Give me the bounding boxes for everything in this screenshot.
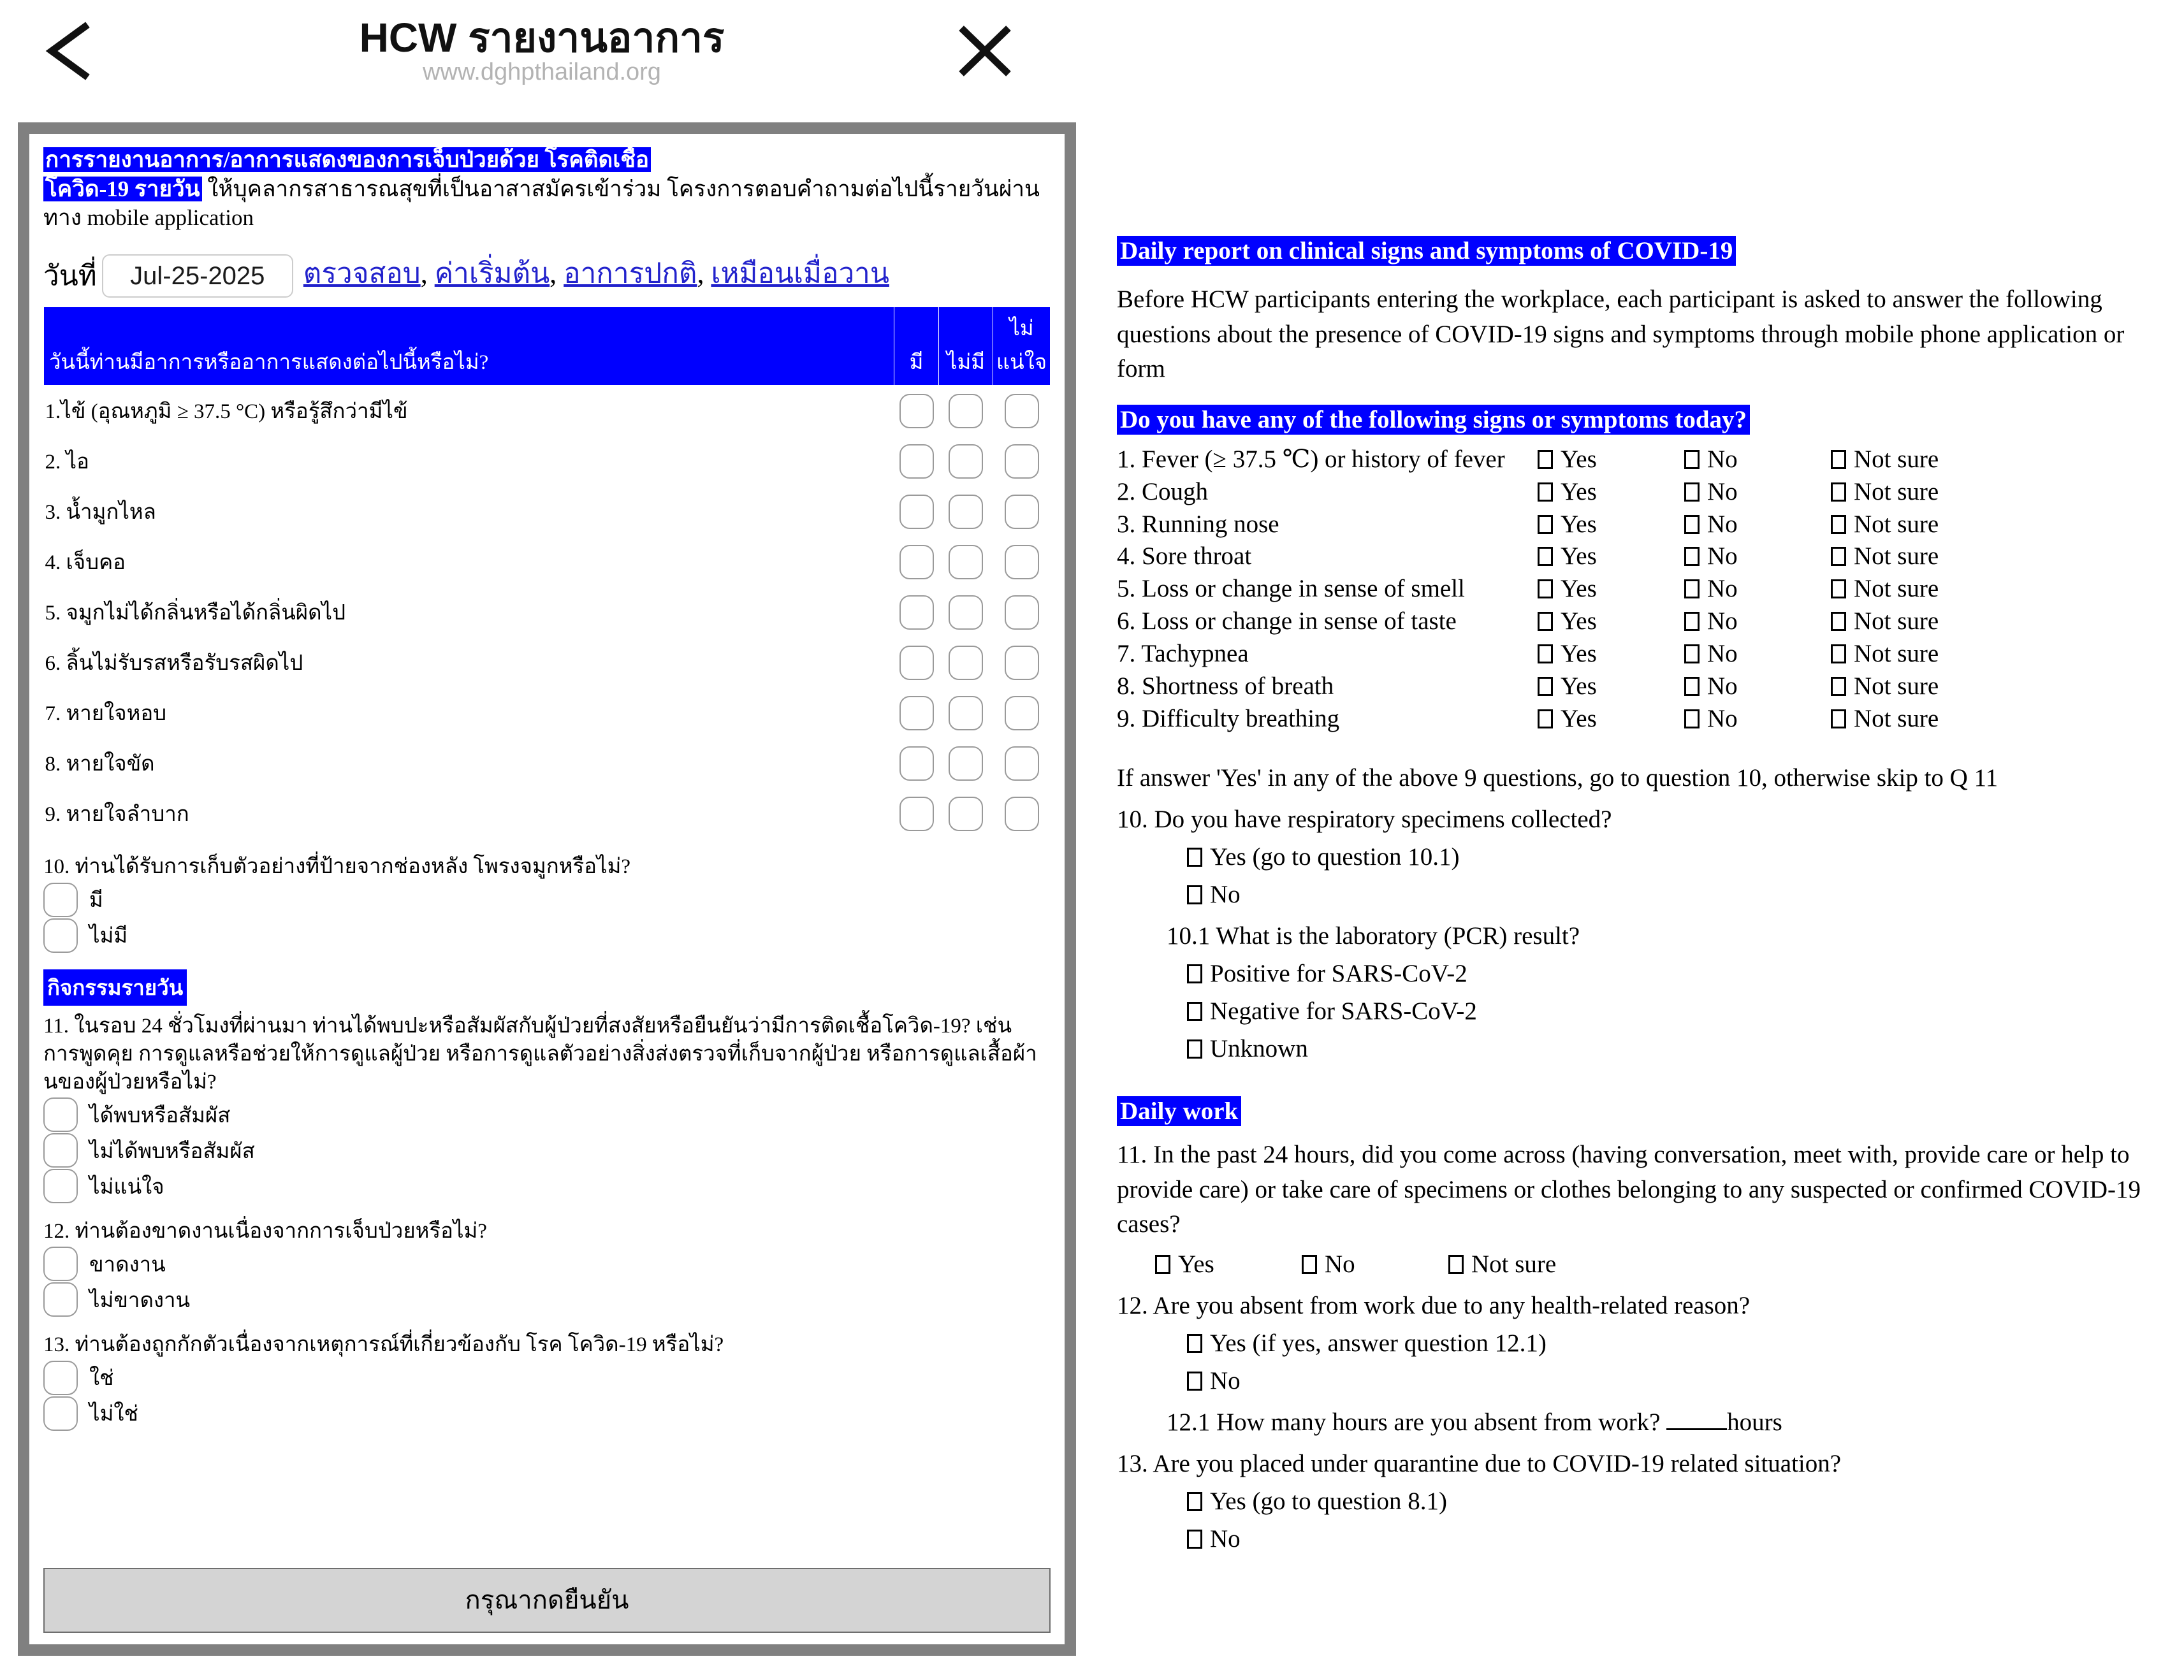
doc-title: Daily report on clinical signs and symptoms of COVID-19 [1117, 236, 1736, 266]
english-document-panel [1117, 236, 2162, 1556]
answer-label-yes: Yes [1561, 445, 1597, 473]
symptom-4-notsure-cell [993, 537, 1051, 587]
column-header-not-sure: ไม่แน่ใจ [993, 307, 1051, 386]
doc-skip-note: If answer 'Yes' in any of the above 9 questions, go to question 10, otherwise skip to Q 11 [1117, 764, 1998, 792]
radio-symptom-6-no[interactable] [949, 646, 983, 680]
radio-symptom-8-no[interactable] [949, 746, 983, 781]
doc-symptom-label: 6. Loss or change in sense of taste [1117, 607, 1457, 635]
radio-symptom-3-notsure[interactable] [1005, 495, 1039, 529]
question-12-option-absent[interactable] [43, 1247, 1051, 1281]
checkbox-icon[interactable] [1684, 612, 1700, 631]
doc-symptom-5-no[interactable] [1684, 576, 1831, 603]
symptom-label: 3. น้ำมูกไหล [45, 501, 156, 525]
link-check[interactable]: ตรวจสอบ [303, 257, 421, 289]
checkbox-icon[interactable] [1538, 579, 1553, 598]
section-daily-activity-heading: กิจกรรมรายวัน [43, 969, 187, 1006]
q12-option-1-label: ขาดงาน [89, 1253, 166, 1277]
answer-label-notsure: Not sure [1854, 607, 1939, 635]
link-normal-symptoms[interactable]: อาการปกติ [564, 257, 697, 289]
doc-symptom-4-no[interactable] [1684, 543, 1831, 570]
radio-symptom-3-no[interactable] [949, 495, 983, 529]
symptom-3-yes-cell [894, 486, 939, 537]
symptom-8-yes-cell [894, 738, 939, 788]
symptom-label: 9. หายใจลำบาก [45, 803, 189, 827]
checkbox-icon[interactable] [1831, 644, 1846, 663]
submit-button[interactable]: กรุณากดยืนยัน [43, 1568, 1051, 1633]
doc-q10-option-no[interactable] [1187, 878, 2162, 911]
answer-label-notsure: Not sure [1854, 510, 1939, 538]
q13-option-2-label: ไม่ใช่ [89, 1403, 138, 1426]
symptom-1-yes-cell [894, 386, 939, 437]
doc-q11-option-notsure[interactable] [1448, 1251, 1627, 1278]
intro-highlight-line1: การรายงานอาการ/อาการแสดงของการเจ็บป่วยด้วย โรคติดเชื้อ [43, 147, 651, 172]
symptom-1-notsure-cell [993, 386, 1051, 437]
doc-q13-option-1-label: Yes (go to question 8.1) [1210, 1487, 1447, 1515]
checkbox-icon[interactable] [1538, 450, 1553, 469]
checkbox-icon[interactable] [1155, 1255, 1170, 1274]
doc-symptom-7-no[interactable] [1684, 641, 1831, 668]
doc-symptom-1-yes[interactable] [1538, 446, 1684, 474]
symptom-4-yes-cell [894, 537, 939, 587]
symptom-7-no-cell [939, 688, 993, 738]
doc-symptom-label: 4. Sore throat [1117, 542, 1252, 570]
symptom-label: 4. เจ็บคอ [45, 551, 126, 575]
checkbox-icon[interactable] [1831, 579, 1846, 598]
doc-q10-1-option-1-label: Positive for SARS-CoV-2 [1210, 959, 1467, 987]
checkbox-icon[interactable] [1187, 964, 1202, 983]
doc-q10-1-option-positive[interactable] [1187, 957, 2162, 990]
phone-form-frame [18, 122, 1076, 1656]
column-header-yes: มี [894, 307, 939, 386]
answer-label-notsure: Not sure [1854, 542, 1939, 570]
checkbox-icon[interactable] [1187, 1002, 1202, 1021]
checkbox-icon[interactable] [1684, 547, 1700, 566]
answer-label-notsure: Not sure [1471, 1250, 1557, 1278]
doc-symptom-list [1117, 444, 2162, 735]
doc-q13-option-2-label: No [1210, 1524, 1241, 1553]
table-row [44, 688, 1051, 738]
checkbox-icon[interactable] [1538, 644, 1553, 663]
answer-label-yes: Yes [1561, 575, 1597, 603]
symptom-9-notsure-cell [993, 788, 1051, 839]
radio-symptom-5-no[interactable] [949, 595, 983, 630]
checkbox-icon[interactable] [1538, 482, 1553, 502]
checkbox-icon[interactable] [1831, 677, 1846, 696]
doc-symptom-4-notsure[interactable] [1831, 543, 2009, 570]
radio-symptom-4-yes[interactable] [899, 545, 934, 579]
doc-symptom-label: 9. Difficulty breathing [1117, 704, 1340, 732]
doc-symptom-label: 7. Tachypnea [1117, 640, 1249, 668]
symptom-9-no-cell [939, 788, 993, 839]
symptom-label: 5. จมูกไม่ได้กลิ่นหรือได้กลิ่นผิดไป [45, 602, 346, 625]
q13-option-1-label: ใช่ [89, 1367, 114, 1391]
symptom-5-no-cell [939, 587, 993, 637]
answer-label-yes: Yes [1561, 607, 1597, 635]
radio-symptom-8-notsure[interactable] [1005, 746, 1039, 781]
question-11-text: 11. ในรอบ 24 ชั่วโมงที่ผ่านมา ท่านได้พบปะหรือสัมผัสกับผู้ป่วยที่สงสัยหรือยืนยันว่ามีการติดเชื้อโควิด-19? เช่น การพูดคุย การดูแลหรือช่วยให้การดูแลผู้ป่วย หรือการดูแลตัวอย่างสิ่งส่งตรวจที่เก็บจากผู้ป่วย หรือการดูแลเสื้อผ้านของผู้ป่วยหรือไม่? [43, 1014, 1037, 1094]
list-item [1117, 476, 2162, 509]
checkbox-icon[interactable] [1187, 1372, 1202, 1391]
radio-symptom-5-notsure[interactable] [1005, 595, 1039, 630]
doc-q12-text: 12. Are you absent from work due to any health-related reason? [1117, 1291, 1751, 1319]
doc-q13-option-yes[interactable] [1187, 1484, 2162, 1518]
checkbox-icon[interactable] [1684, 579, 1700, 598]
app-header [0, 0, 1084, 118]
radio-symptom-7-no[interactable] [949, 696, 983, 730]
doc-intro-paragraph: Before HCW participants entering the workplace, each participant is asked to answer the following questions about the presence of COVID-19 signs and symptoms through mobile phone application or form [1117, 286, 2125, 383]
doc-symptom-6-no[interactable] [1684, 608, 1831, 635]
form-page [29, 134, 1065, 1644]
symptom-2-no-cell [939, 436, 993, 486]
doc-q10-text: 10. Do you have respiratory specimens collected? [1117, 805, 1612, 833]
checkbox-icon[interactable] [1684, 515, 1700, 534]
doc-symptom-2-yes[interactable] [1538, 479, 1684, 506]
answer-label-no: No [1707, 607, 1738, 635]
table-row [44, 637, 1051, 688]
question-10-text: 10. ท่านได้รับการเก็บตัวอย่างที่ป้ายจากช่องหลัง โพรงจมูกหรือไม่? [43, 855, 631, 879]
doc-q12-option-1-label: Yes (if yes, answer question 12.1) [1210, 1329, 1547, 1357]
list-item [1117, 605, 2162, 638]
answer-label-notsure: Not sure [1854, 575, 1939, 603]
doc-symptom-label: 1. Fever (≥ 37.5 ℃) or history of fever [1117, 445, 1505, 473]
doc-symptom-7-yes[interactable] [1538, 641, 1684, 668]
doc-q12-1-unit: hours [1727, 1408, 1782, 1436]
symptom-6-notsure-cell [993, 637, 1051, 688]
doc-q10-1-option-unknown[interactable] [1187, 1032, 2162, 1066]
question-13-option-yes[interactable] [43, 1361, 1051, 1395]
doc-symptom-label: 5. Loss or change in sense of smell [1117, 575, 1465, 603]
symptom-1-no-cell [939, 386, 993, 437]
checkbox-icon[interactable] [1187, 848, 1202, 867]
symptom-9-yes-cell [894, 788, 939, 839]
answer-label-notsure: Not sure [1854, 704, 1939, 732]
answer-label-no: No [1707, 672, 1738, 700]
symptom-8-notsure-cell [993, 738, 1051, 788]
symptom-label: 6. ลิ้นไม่รับรสหรือรับรสผิดไป [45, 652, 303, 676]
link-default[interactable]: ค่าเริ่มต้น [434, 257, 550, 289]
symptom-label: 1.ไข้ (อุณหภูมิ ≥ 37.5 °C) หรือรู้สึกว่ามีไข้ [45, 400, 408, 424]
radio-symptom-4-no[interactable] [949, 545, 983, 579]
doc-symptom-label: 2. Cough [1117, 477, 1209, 505]
radio-symptom-2-notsure[interactable] [1005, 444, 1039, 479]
radio-symptom-1-notsure[interactable] [1005, 394, 1039, 428]
question-11-option-not-contacted[interactable] [43, 1133, 1051, 1168]
list-item [1117, 444, 2162, 476]
checkbox-icon[interactable] [1831, 450, 1846, 469]
doc-symptom-8-no[interactable] [1684, 673, 1831, 700]
radio-symptom-6-yes[interactable] [899, 646, 934, 680]
radio-symptom-5-yes[interactable] [899, 595, 934, 630]
doc-symptom-9-notsure[interactable] [1831, 706, 2009, 733]
doc-symptom-6-yes[interactable] [1538, 608, 1684, 635]
radio-q11-contacted[interactable] [43, 1097, 78, 1132]
radio-symptom-2-yes[interactable] [899, 444, 934, 479]
radio-q13-no[interactable] [43, 1396, 78, 1431]
doc-symptom-2-no[interactable] [1684, 479, 1831, 506]
checkbox-icon[interactable] [1187, 1492, 1202, 1511]
checkbox-icon[interactable] [1302, 1255, 1317, 1274]
symptom-7-yes-cell [894, 688, 939, 738]
q10-option-yes-label: มี [89, 889, 103, 913]
table-row [44, 587, 1051, 637]
date-label: วันที่ [43, 260, 97, 292]
checkbox-icon[interactable] [1187, 1530, 1202, 1549]
doc-q12-option-yes[interactable] [1187, 1326, 2162, 1360]
symptom-label: 8. หายใจขัด [45, 753, 155, 776]
doc-q10-option-yes[interactable] [1187, 840, 2162, 874]
doc-symptom-label: 8. Shortness of breath [1117, 672, 1334, 700]
doc-symptom-3-yes[interactable] [1538, 511, 1684, 539]
symptom-6-yes-cell [894, 637, 939, 688]
radio-symptom-9-yes[interactable] [899, 797, 934, 831]
symptom-4-no-cell [939, 537, 993, 587]
answer-label-no: No [1707, 640, 1738, 668]
doc-symptom-5-notsure[interactable] [1831, 576, 2009, 603]
answer-label-notsure: Not sure [1854, 640, 1939, 668]
symptom-table-body [44, 386, 1051, 839]
answer-label-notsure: Not sure [1854, 445, 1939, 473]
symptom-5-yes-cell [894, 587, 939, 637]
doc-symptom-1-notsure[interactable] [1831, 446, 2009, 474]
date-input[interactable]: Jul-25-2025 [102, 254, 293, 298]
radio-symptom-1-yes[interactable] [899, 394, 934, 428]
checkbox-icon[interactable] [1538, 677, 1553, 696]
question-12-text: 12. ท่านต้องขาดงานเนื่องจากการเจ็บป่วยหรือไม่? [43, 1220, 487, 1243]
hours-blank-field[interactable] [1666, 1428, 1727, 1430]
symptom-label: 7. หายใจหอบ [45, 702, 167, 726]
intro-highlight-line2: โควิด-19 รายวัน [43, 177, 202, 201]
doc-daily-work-heading: Daily work [1117, 1096, 1241, 1126]
question-13-text: 13. ท่านต้องถูกกักตัวเนื่องจากเหตุการณ์ที่เกี่ยวข้องกับ โรค โควิด-19 หรือไม่? [43, 1333, 724, 1357]
symptom-3-notsure-cell [993, 486, 1051, 537]
answer-label-no: No [1707, 542, 1738, 570]
table-row [44, 738, 1051, 788]
symptom-5-notsure-cell [993, 587, 1051, 637]
table-row [44, 436, 1051, 486]
doc-q12-option-no[interactable] [1187, 1364, 2162, 1398]
radio-symptom-8-yes[interactable] [899, 746, 934, 781]
radio-symptom-2-no[interactable] [949, 444, 983, 479]
radio-symptom-3-yes[interactable] [899, 495, 934, 529]
table-row [44, 486, 1051, 537]
question-13-option-no[interactable] [43, 1396, 1051, 1431]
symptom-table [43, 307, 1051, 839]
checkbox-icon[interactable] [1684, 709, 1700, 728]
radio-symptom-9-no[interactable] [949, 797, 983, 831]
list-item [1117, 540, 2162, 573]
list-item [1117, 509, 2162, 541]
form-intro [43, 145, 1051, 233]
doc-symptom-label: 3. Running nose [1117, 510, 1279, 538]
symptom-table-question-header: วันนี้ท่านมีอาการหรืออาการแสดงต่อไปนี้หรือไม่? [44, 307, 894, 386]
table-row [44, 788, 1051, 839]
doc-symptom-2-notsure[interactable] [1831, 479, 2009, 506]
q10-option-no-label: ไม่มี [89, 925, 128, 948]
q11-option-3-label: ไม่แน่ใจ [89, 1175, 164, 1199]
doc-q12-option-2-label: No [1210, 1366, 1241, 1394]
doc-symptom-3-notsure[interactable] [1831, 511, 2009, 539]
answer-label-yes: Yes [1561, 640, 1597, 668]
answer-label-no: No [1707, 445, 1738, 473]
doc-symptom-7-notsure[interactable] [1831, 641, 2009, 668]
checkbox-icon[interactable] [1538, 612, 1553, 631]
radio-q10-no[interactable] [43, 918, 78, 953]
doc-symptom-9-no[interactable] [1684, 706, 1831, 733]
answer-label-no: No [1707, 575, 1738, 603]
checkbox-icon[interactable] [1831, 515, 1846, 534]
doc-q10-option-no-label: No [1210, 880, 1241, 908]
question-11-option-contacted[interactable] [43, 1097, 1051, 1132]
page-subtitle-url: www.dghpthailand.org [423, 59, 661, 85]
doc-q13-option-no[interactable] [1187, 1522, 2162, 1556]
symptom-2-yes-cell [894, 436, 939, 486]
doc-q10-1-option-3-label: Unknown [1210, 1035, 1308, 1063]
radio-symptom-9-notsure[interactable] [1005, 797, 1039, 831]
answer-label-no: No [1325, 1250, 1355, 1278]
checkbox-icon[interactable] [1831, 547, 1846, 566]
checkbox-icon[interactable] [1538, 709, 1553, 728]
answer-label-no: No [1707, 510, 1738, 538]
list-item [1117, 638, 2162, 670]
doc-q11-text: 11. In the past 24 hours, did you come across (having conversation, meet with, provide care or help to provide care) or take care of specimens or clothes belonging to any suspected or confirmed COVID-19 cases? [1117, 1141, 2141, 1238]
doc-q13-text: 13. Are you placed under quarantine due to COVID-19 related situation? [1117, 1449, 1842, 1477]
radio-symptom-7-yes[interactable] [899, 696, 934, 730]
table-row [44, 386, 1051, 437]
column-header-no: ไม่มี [939, 307, 993, 386]
checkbox-icon[interactable] [1684, 644, 1700, 663]
q11-option-1-label: ได้พบหรือสัมผัส [89, 1104, 231, 1127]
radio-q11-not-sure[interactable] [43, 1169, 78, 1203]
answer-label-no: No [1707, 704, 1738, 732]
radio-q12-absent[interactable] [43, 1247, 78, 1281]
answer-label-yes: Yes [1561, 672, 1597, 700]
checkbox-icon[interactable] [1831, 612, 1846, 631]
symptom-table-header-row [44, 307, 1051, 386]
answer-label-yes: Yes [1561, 477, 1597, 505]
doc-symptom-3-no[interactable] [1684, 511, 1831, 539]
symptom-8-no-cell [939, 738, 993, 788]
radio-q11-not-contacted[interactable] [43, 1133, 78, 1168]
intro-body-text: ให้บุคลากรสาธารณสุขที่เป็นอาสาสมัครเข้าร่วม โครงการตอบคำถามต่อไปนี้รายวันผ่านทาง mobile application [43, 176, 1040, 230]
radio-symptom-4-notsure[interactable] [1005, 545, 1039, 579]
doc-q10-option-yes-label: Yes (go to question 10.1) [1210, 843, 1460, 871]
checkbox-icon[interactable] [1187, 885, 1202, 904]
table-row [44, 537, 1051, 587]
question-10-option-yes[interactable] [43, 883, 1051, 917]
checkbox-icon[interactable] [1448, 1255, 1464, 1274]
answer-label-yes: Yes [1178, 1250, 1214, 1278]
doc-symptom-8-yes[interactable] [1538, 673, 1684, 700]
radio-symptom-6-notsure[interactable] [1005, 646, 1039, 680]
q12-option-2-label: ไม่ขาดงาน [89, 1289, 191, 1312]
list-item [1117, 573, 2162, 605]
radio-q13-yes[interactable] [43, 1361, 78, 1395]
link-same-as-yesterday[interactable]: เหมือนเมื่อวาน [711, 257, 889, 289]
question-12-option-not-absent[interactable] [43, 1282, 1051, 1317]
date-and-shortcut-links-row: วันที่ Jul-25-2025 ตรวจสอบ, ค่าเริ่มต้น, อาการปกติ, เหมือนเมื่อวาน [43, 254, 1051, 298]
doc-q12-1-text: 12.1 How many hours are you absent from work? [1167, 1408, 1661, 1436]
radio-q12-not-absent[interactable] [43, 1282, 78, 1317]
list-item [1117, 670, 2162, 703]
doc-q10-1-text: 10.1 What is the laboratory (PCR) result? [1167, 922, 1580, 950]
answer-label-no: No [1707, 477, 1738, 505]
doc-symptom-9-yes[interactable] [1538, 706, 1684, 733]
checkbox-icon[interactable] [1831, 482, 1846, 502]
doc-q10-1-option-negative[interactable] [1187, 994, 2162, 1028]
doc-symptom-8-notsure[interactable] [1831, 673, 2009, 700]
symptom-label: 2. ไอ [45, 451, 89, 474]
doc-q12-1-row [1167, 1405, 2162, 1439]
doc-q11-option-yes[interactable] [1155, 1251, 1302, 1278]
radio-q10-yes[interactable] [43, 883, 78, 917]
list-item [1117, 703, 2162, 735]
checkbox-icon[interactable] [1684, 482, 1700, 502]
checkbox-icon[interactable] [1831, 709, 1846, 728]
symptom-6-no-cell [939, 637, 993, 688]
checkbox-icon[interactable] [1538, 547, 1553, 566]
answer-label-notsure: Not sure [1854, 672, 1939, 700]
checkbox-icon[interactable] [1684, 450, 1700, 469]
answer-label-notsure: Not sure [1854, 477, 1939, 505]
doc-q11-answer-row [1155, 1249, 2162, 1281]
radio-symptom-7-notsure[interactable] [1005, 696, 1039, 730]
symptom-7-notsure-cell [993, 688, 1051, 738]
checkbox-icon[interactable] [1187, 1334, 1202, 1353]
doc-symptom-1-no[interactable] [1684, 446, 1831, 474]
doc-symptom-4-yes[interactable] [1538, 543, 1684, 570]
doc-symptoms-heading: Do you have any of the following signs or symptoms today? [1117, 405, 1750, 435]
answer-label-yes: Yes [1561, 510, 1597, 538]
answer-label-yes: Yes [1561, 542, 1597, 570]
question-11-option-not-sure[interactable] [43, 1169, 1051, 1203]
close-x-icon[interactable] [950, 19, 1020, 83]
symptom-3-no-cell [939, 486, 993, 537]
checkbox-icon[interactable] [1538, 515, 1553, 534]
page-title: HCW รายงานอาการ [359, 15, 725, 61]
checkbox-icon[interactable] [1187, 1039, 1202, 1059]
symptom-2-notsure-cell [993, 436, 1051, 486]
doc-q11-option-no[interactable] [1302, 1251, 1448, 1278]
radio-symptom-1-no[interactable] [949, 394, 983, 428]
question-10-option-no[interactable] [43, 918, 1051, 953]
answer-label-yes: Yes [1561, 704, 1597, 732]
doc-q10-1-option-2-label: Negative for SARS-CoV-2 [1210, 997, 1477, 1025]
doc-symptom-6-notsure[interactable] [1831, 608, 2009, 635]
checkbox-icon[interactable] [1684, 677, 1700, 696]
doc-symptom-5-yes[interactable] [1538, 576, 1684, 603]
q11-option-2-label: ไม่ได้พบหรือสัมผัส [89, 1140, 255, 1163]
